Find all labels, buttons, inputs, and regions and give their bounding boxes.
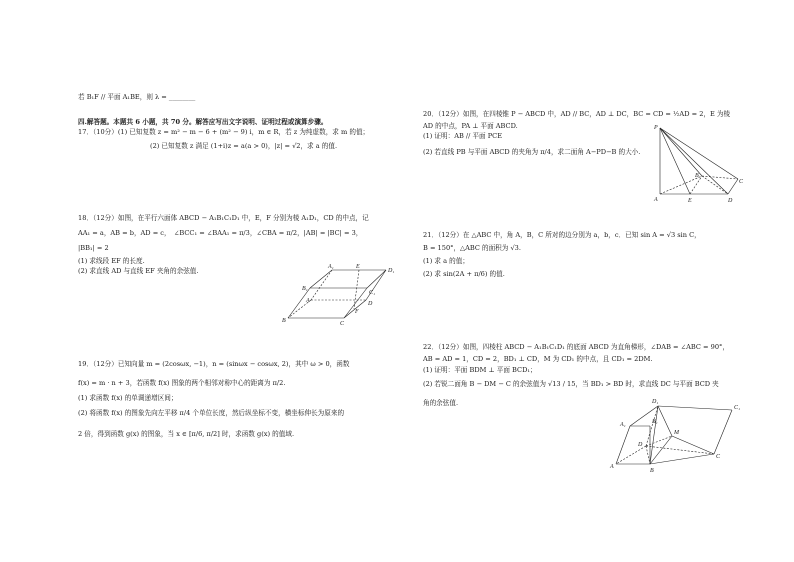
q22-line-2: AB = AD = 1，CD = 2，BD₁ ⊥ CD，M 为 CD₁ 的中点，且 CD₁ = 2DM. — [423, 355, 653, 363]
q17-line-1: 17．（10分）(1) 已知复数 z = m² − m − 6 + (m² − 9) i，m ∈ R，若 z 为纯虚数，求 m 的值； — [78, 128, 370, 136]
q19-line-4: (2) 将函数 f(x) 的图象先向左平移 π/4 个单位长度，然后纵坐标不变，横坐标伸长为原来的 — [78, 409, 345, 417]
q18-line-1: 18．（12分）如图，在平行六面体 ABCD − A₁B₁C₁D₁ 中，E，F 分别为棱 A₁D₁，CD 的中点，记 — [78, 214, 369, 222]
q21-line-1: 21．（12分）在 △ABC 中，角 A，B，C 所对的边分别为 a，b，c．已知 sin A = √3 sin C， — [423, 231, 701, 239]
q22-line-5: 角的余弦值. — [423, 399, 459, 407]
q20-line-2: AD 的中点，PA ⊥ 平面 ABCD. — [423, 122, 518, 130]
label-E: E — [688, 198, 692, 204]
q21-line-2: B = 150°，△ABC 的面积为 √3. — [423, 244, 521, 252]
label-A: A — [610, 464, 614, 470]
q19-line-1: 19．（12分）已知向量 m = (2cosωx, −1)，n = (sinωx − cosωx, 2)，其中 ω > 0，函数 — [78, 360, 350, 368]
label-B: B — [695, 173, 699, 179]
label-M: M — [674, 430, 679, 436]
q18-line-5: (2) 求直线 AD 与直线 EF 夹角的余弦值. — [78, 267, 199, 275]
q20-line-4: (2) 若直线 PB 与平面 ABCD 的夹角为 π/4，求二面角 A−PD−B 的大小. — [423, 148, 641, 156]
q22-prism-figure — [610, 396, 750, 474]
q20-pyramid-figure — [650, 122, 746, 204]
q21-line-3: (1) 求 a 的值； — [423, 257, 469, 265]
label-D: D — [728, 198, 733, 204]
q18-line-4: (1) 求线段 EF 的长度. — [78, 257, 145, 265]
label-B1: B₁ — [652, 419, 658, 425]
q19-line-3: (1) 求函数 f(x) 的单调递增区间； — [78, 394, 178, 402]
label-C: C — [716, 454, 721, 460]
label-C: C — [340, 321, 345, 327]
q17-line-2: (2) 已知复数 z 满足 (1+i)z = a(a > 0)，|z| = √2，求 a 的值. — [150, 142, 338, 150]
fill-blank-line: 若 B₁F // 平面 A₁BE，则 λ = ________ — [78, 93, 196, 101]
label-C: C — [739, 179, 744, 185]
label-P: P — [654, 125, 658, 131]
section-header: 四.解答题。本题共 6 小题，共 70 分。解答应写出文字说明、证明过程或演算步骤。 — [78, 118, 328, 126]
label-D1: D₁ — [388, 268, 395, 274]
q19-line-2: f(x) = m · n + 3，若函数 f(x) 图象的两个相邻对称中心的距离为 π/2. — [78, 379, 286, 387]
q18-line-2: AA₁ = a，AB = b，AD = c， ∠BCC₁ = ∠BAA₁ = π/3，∠CBA = π/2，|AB| = |BC| = 3， — [78, 229, 363, 237]
label-D: D — [638, 442, 643, 448]
q21-line-4: (2) 求 sin(2A + π/6) 的值. — [423, 270, 505, 278]
label-B1: B₁ — [302, 286, 308, 292]
q18-line-3: |BB₁| = 2 — [78, 244, 109, 252]
label-A: A — [306, 298, 310, 304]
label-F: F — [355, 309, 359, 315]
label-D: D — [368, 301, 373, 307]
q22-line-3: (1) 证明：平面 BDM ⊥ 平面 BCD₁； — [423, 366, 537, 374]
label-A1: A₁ — [328, 264, 334, 270]
q20-line-1: 20．（12分）如图，在四棱锥 P − ABCD 中，AD // BC，AD ⊥ DC，BC = CD = ½AD = 2，E 为棱 — [423, 110, 731, 118]
q20-line-3: (1) 证明：AB // 平面 PCE — [423, 132, 503, 140]
label-B: B — [650, 468, 654, 474]
label-E: E — [356, 264, 360, 270]
q22-line-1: 22．（12分）如图，四棱柱 ABCD − A₁B₁C₁D₁ 的底面 ABCD 为直角梯形，∠DAB = ∠ABC = 90°， — [423, 343, 729, 351]
q19-line-5: 2 倍，得到函数 g(x) 的图象，当 x ∈ [π/6, π/2] 时，求函数 g(x) 的值域. — [78, 430, 295, 438]
label-C1: C₁ — [369, 290, 376, 296]
label-C1: C₁ — [734, 405, 741, 411]
q22-line-4: (2) 若锐二面角 B − DM − C 的余弦值为 √13 / 15，当 BD₁ > BD 时，求直线 DC 与平面 BCD 夹 — [423, 380, 719, 388]
label-D1: D₁ — [652, 399, 659, 405]
label-B: B — [282, 318, 286, 324]
label-A1: A₁ — [620, 422, 626, 428]
q18-parallelepiped-figure — [282, 262, 402, 330]
label-A: A — [654, 197, 658, 203]
